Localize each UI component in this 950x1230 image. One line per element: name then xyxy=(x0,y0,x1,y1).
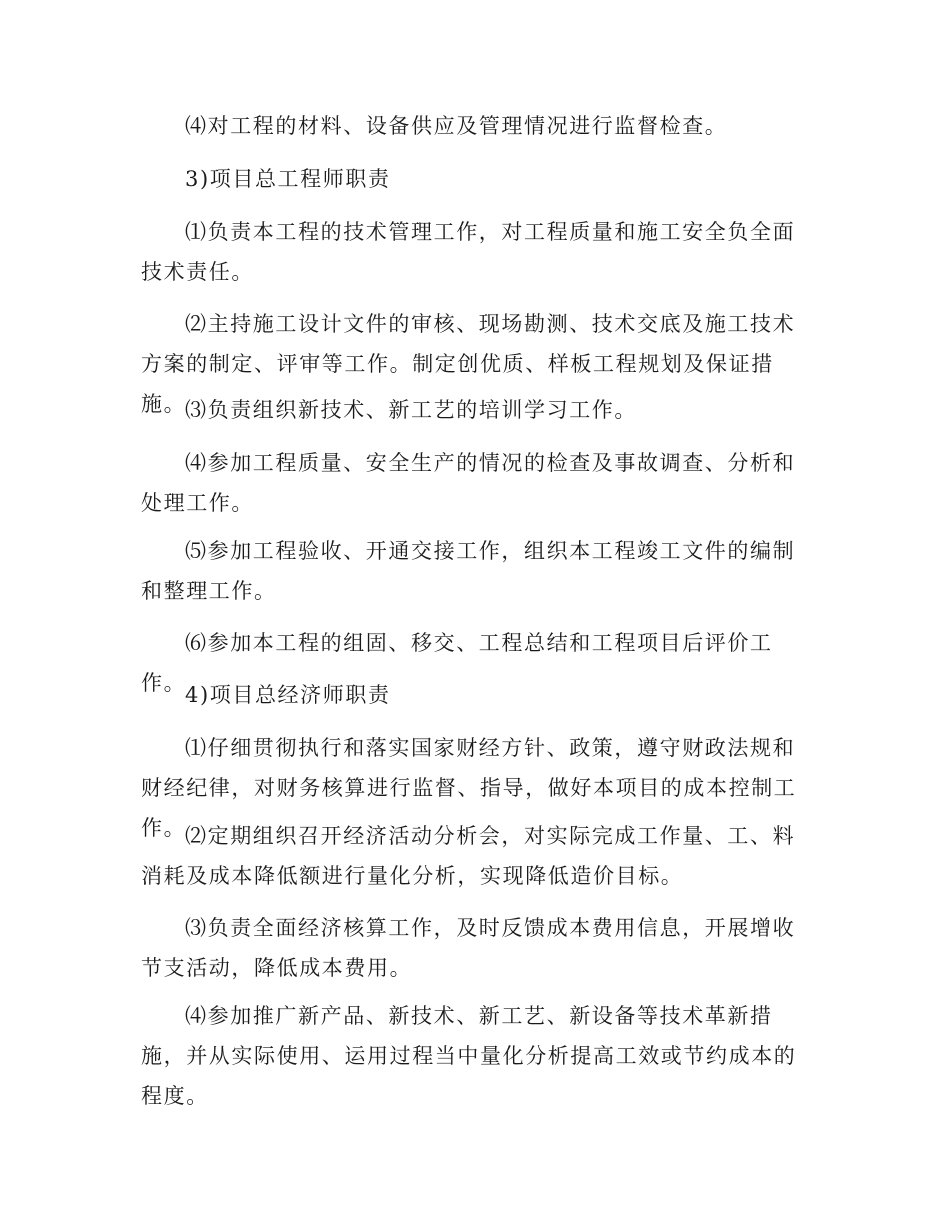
paragraph-cost-accounting: ⑶负责全面经济核算工作，及时反馈成本费用信息，开展增收节支活动，降低成本费用。 xyxy=(141,916,796,980)
paragraph-training: ⑶负责组织新技术、新工艺的培训学习工作。 xyxy=(185,398,637,422)
paragraph-material-supervision: ⑷对工程的材料、设备供应及管理情况进行监督检查。 xyxy=(185,114,728,138)
paragraph-handover: ⑹参加本工程的组固、移交、工程总结和工程项目后评价工作。 xyxy=(141,631,773,695)
paragraph-finance-policy: ⑴仔细贯彻执行和落实国家财经方针、政策，遵守财政法规和财经纪律，对财务核算进行监督、指导，做好本项目的成本控制工作。 xyxy=(141,736,797,840)
section-heading-chief-engineer: 3)项目总工程师职责 xyxy=(185,167,391,191)
paragraph-economic-analysis: ⑵定期组织召开经济活动分析会，对实际完成工作量、工、料消耗及成本降低额进行量化分析，实现降低造价目标。 xyxy=(141,824,796,888)
paragraph-technical-management: ⑴负责本工程的技术管理工作，对工程质量和施工安全负全面技术责任。 xyxy=(141,220,796,284)
paragraph-quality-inspection: ⑷参加工程质量、安全生产的情况的检查及事故调查、分析和处理工作。 xyxy=(141,451,796,515)
paragraph-innovation: ⑷参加推广新产品、新技术、新工艺、新设备等技术革新措施，并从实际使用、运用过程当中量化分析提高工效或节约成本的程度。 xyxy=(141,1004,797,1108)
paragraph-acceptance: ⑸参加工程验收、开通交接工作，组织本工程竣工文件的编制和整理工作。 xyxy=(141,539,796,603)
section-heading-chief-economist: 4)项目总经济师职责 xyxy=(185,683,391,707)
paragraph-design-review: ⑵主持施工设计文件的审核、现场勘测、技术交底及施工技术方案的制定、评审等工作。制定创优质、样板工程规划及保证措施。 xyxy=(141,312,796,416)
